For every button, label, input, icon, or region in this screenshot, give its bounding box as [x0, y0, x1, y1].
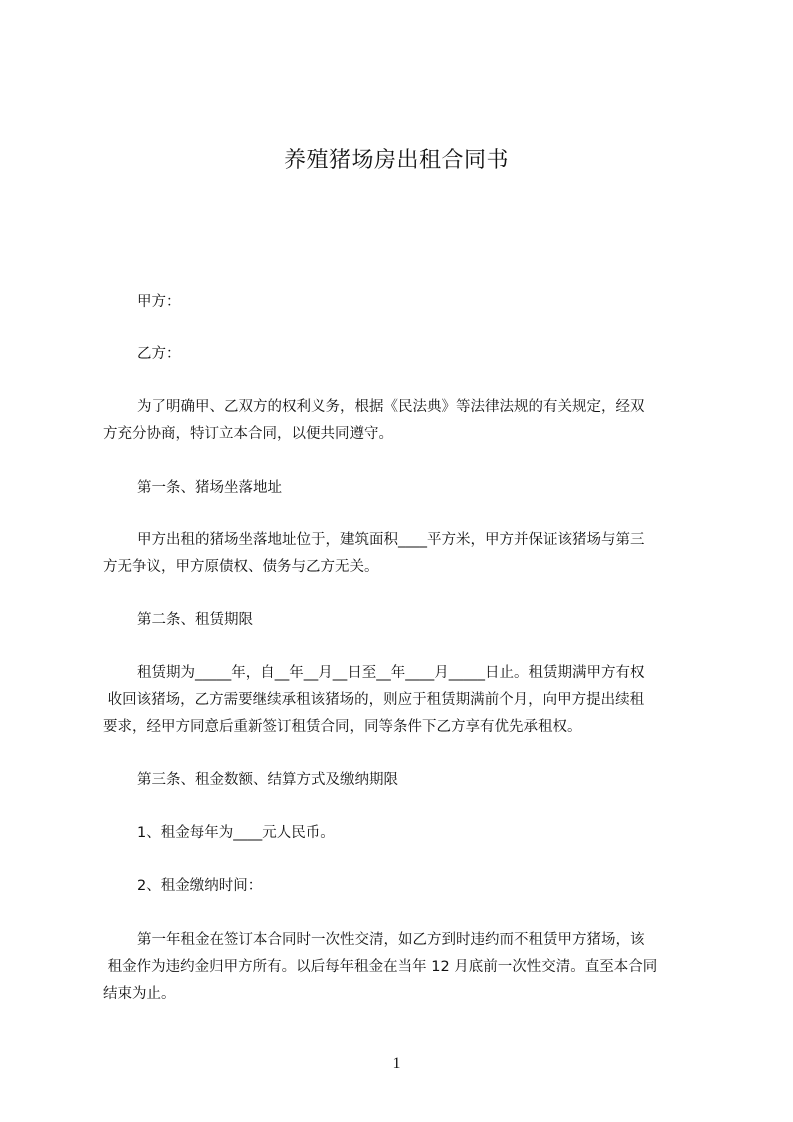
- article1-line: 方无争议，甲方原债权、债务与乙方无关。: [103, 559, 379, 575]
- article3-item1: 1、租金每年为____元人民币。: [137, 825, 335, 841]
- page-number: 1: [392, 1055, 401, 1072]
- article3-item2: 2、租金缴纳时间：: [137, 878, 263, 894]
- article3-paragraph: [103, 927, 699, 1008]
- party-a-label: 甲方：: [137, 294, 181, 310]
- preamble-line: 为了明确甲、乙双方的权利义务，根据《民法典》等法律法规的有关规定，经双: [137, 399, 645, 415]
- article2-line: 要求，经甲方同意后重新签订租赁合同，同等条件下乙方享有优先承租权。: [103, 719, 582, 735]
- article2-paragraph: [103, 660, 699, 741]
- article1-line: 甲方出租的猪场坐落地址位于，建筑面积____平方米，甲方并保证该猪场与第三: [137, 532, 645, 548]
- article3-heading: 第三条、租金数额、结算方式及缴纳期限: [137, 772, 398, 788]
- article2-line: 租赁期为_____年，自__年__月__日至__年____月_____日止。租赁期满甲方有权: [137, 665, 645, 681]
- article3-line: 结束为止。: [103, 986, 176, 1002]
- party-b-label: 乙方：: [137, 346, 181, 362]
- article2-heading: 第二条、租赁期限: [137, 612, 253, 628]
- article1-heading: 第一条、猪场坐落地址: [137, 480, 282, 496]
- article3-line: 第一年租金在签订本合同时一次性交清，如乙方到时违约而不租赁甲方猪场，该: [137, 932, 645, 948]
- preamble-line: 方充分协商，特订立本合同，以便共同遵守。: [103, 426, 393, 442]
- document-title: 养殖猪场房出租合同书: [283, 148, 509, 173]
- article1-paragraph: [103, 527, 699, 581]
- preamble-paragraph: [103, 394, 699, 448]
- article3-line: 租金作为违约金归甲方所有。以后每年租金在当年 12 月底前一次性交清。直至本合同: [103, 959, 658, 975]
- article2-line: 收回该猪场，乙方需要继续承租该猪场的，则应于租赁期满前个月，向甲方提出续租: [103, 692, 645, 708]
